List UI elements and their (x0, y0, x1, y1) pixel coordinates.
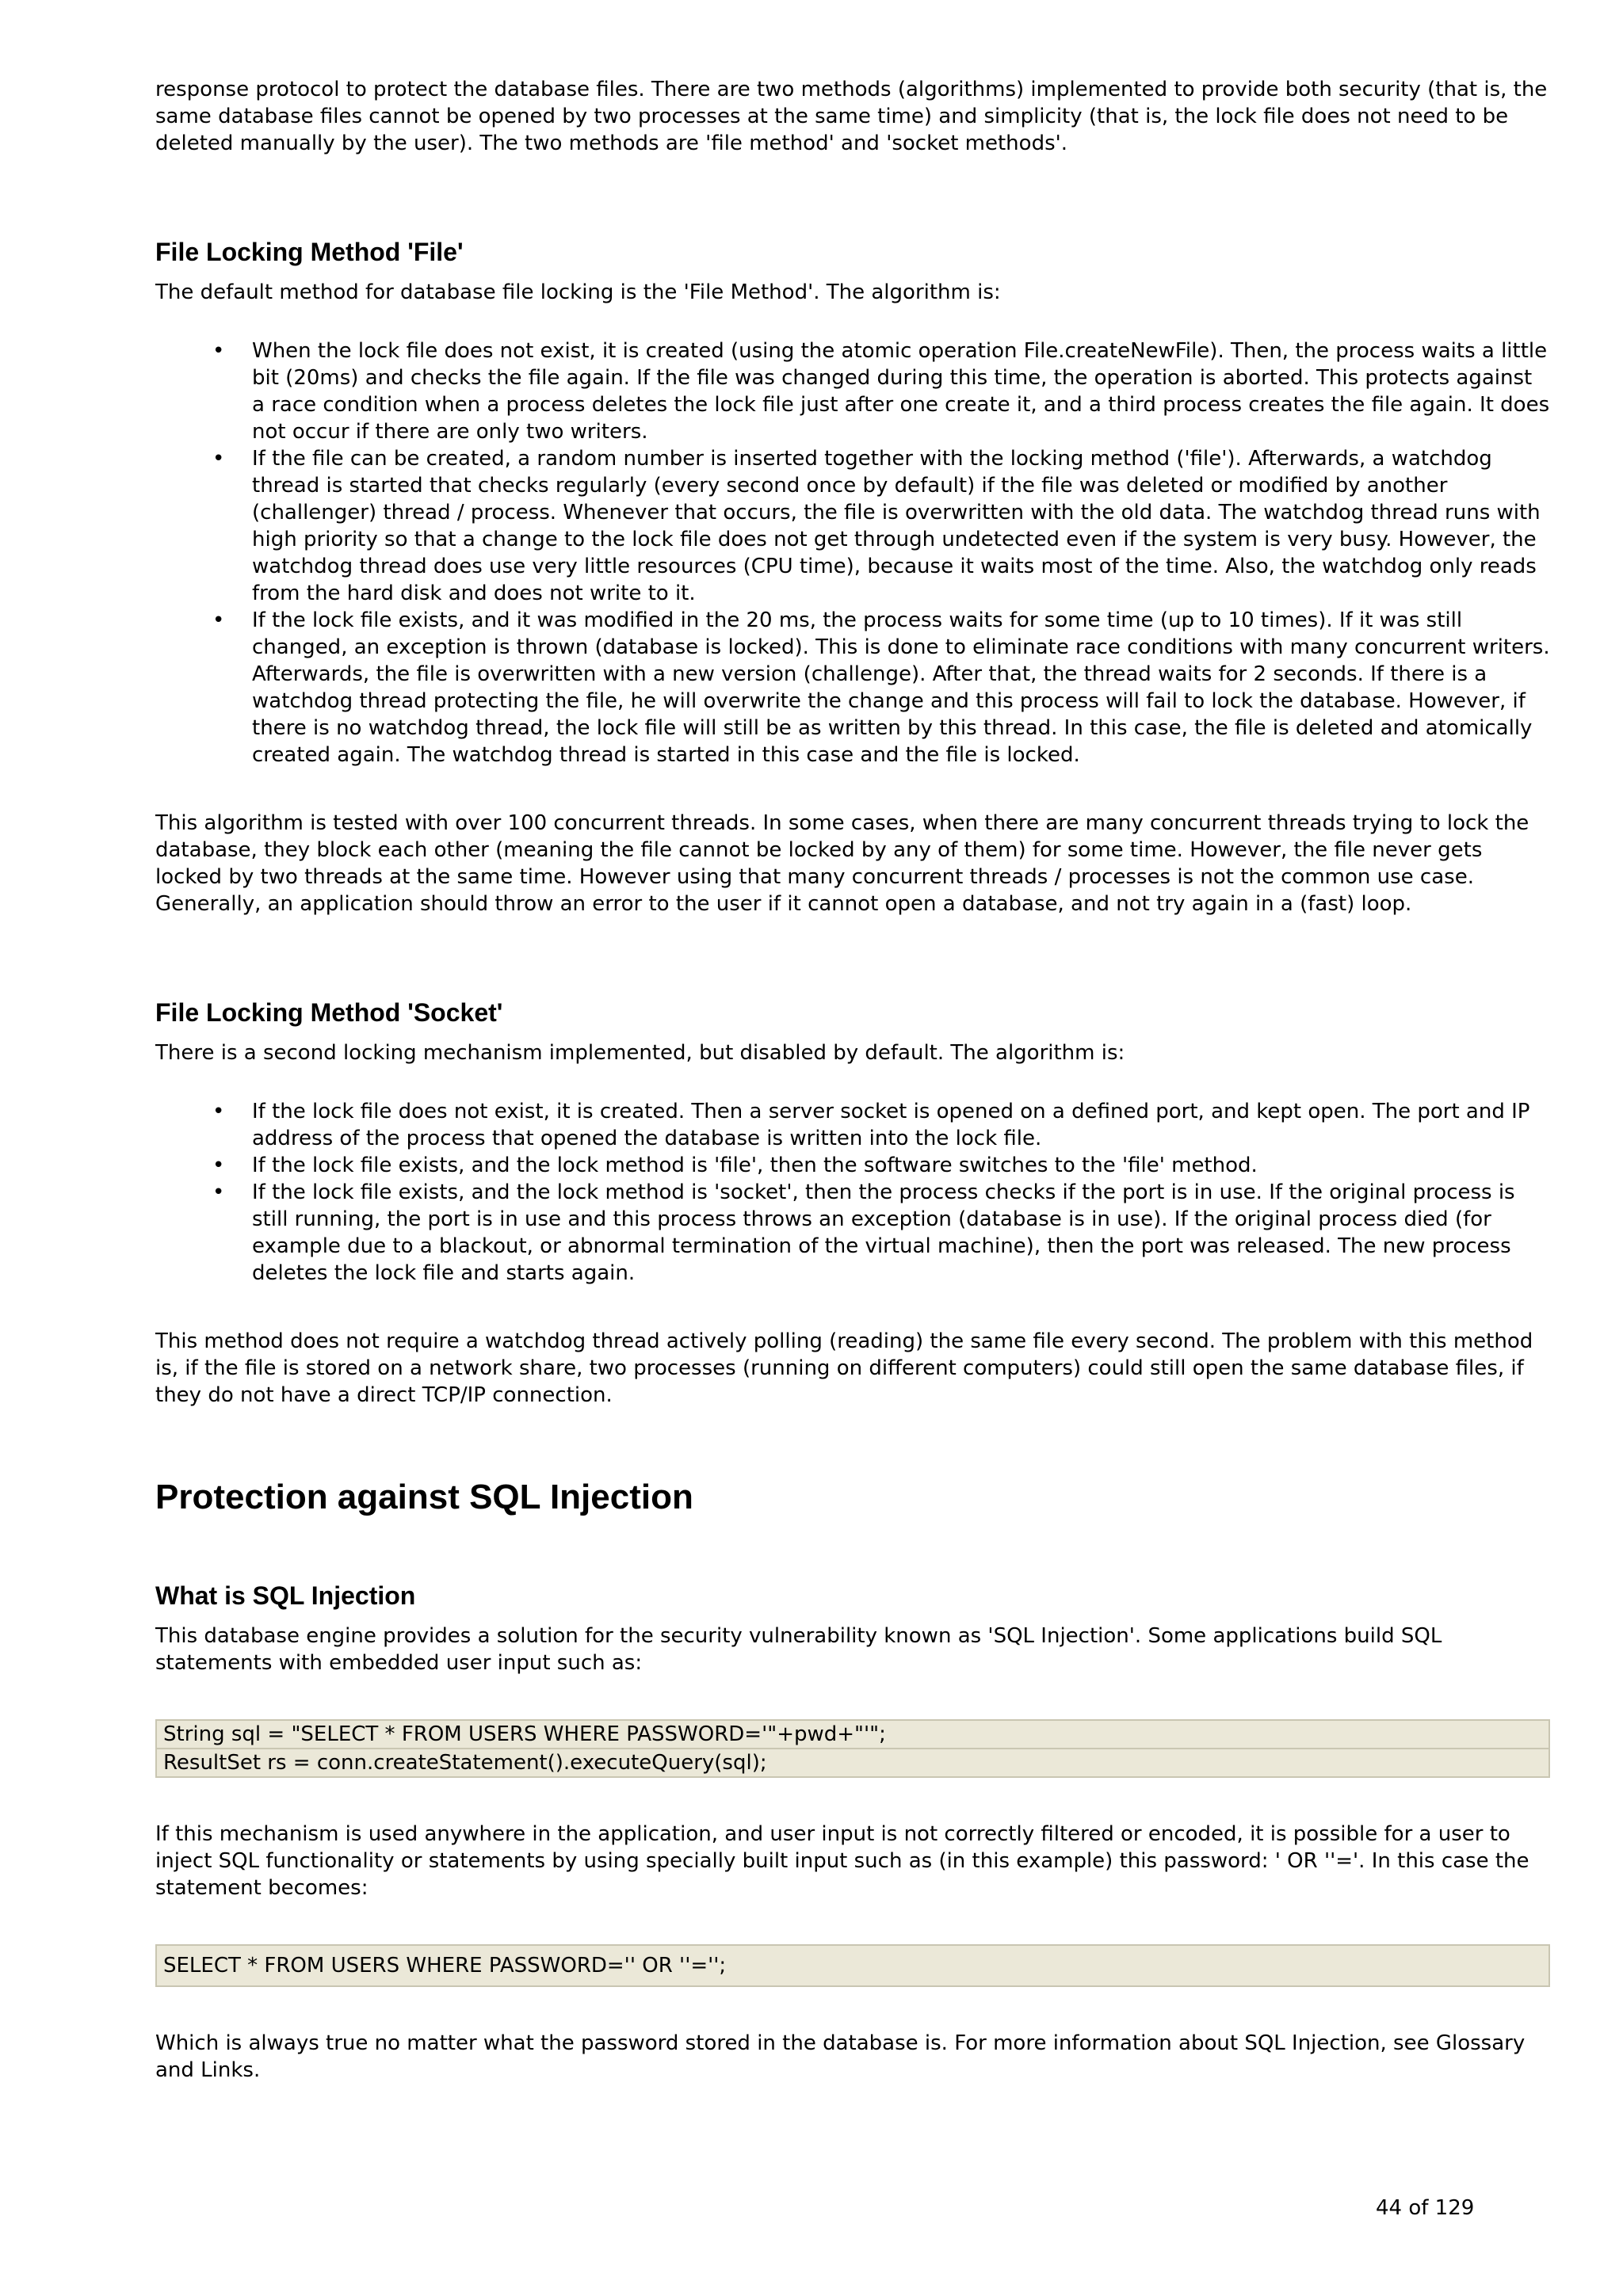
sql-injection-middle: If this mechanism is used anywhere in the application, and user input is not correctly filtered or encoded, it is possible for a user to inject SQL functionality or statements by using specially built input such as (in this example) this password: ' OR ''='. In this case the statement becomes: (155, 1822, 1529, 1900)
code-block-statement (155, 1944, 1550, 1987)
page-number: 44 of 129 (1376, 2196, 1475, 2220)
file-method-lead: The default method for database file locking is the 'File Method'. The algorithm is: (155, 280, 1001, 304)
list-item: • If the file can be created, a random number is inserted together with the locking method ('file'). Afterwards, a watchdog thread is started that checks regularly (every second once by default) if the file was deleted or modified by another (challenger) thread / process. Whenever that occurs, the file is overwritten with the old data. The watchdog thread runs with high priority so that a change to the lock file does not get through undetected even if the system is very busy. However, the watchdog thread does use very little resources (CPU time), because it waits most of the time. Also, the watchdog only reads from the hard disk and does not write to it. (252, 445, 1550, 607)
intro-paragraph: response protocol to protect the database files. There are two methods (algorithms) implemented to provide both security (that is, the same database files cannot be opened by two processes at the same time) and simplicity (that is, the lock file does not need to be deleted manually by the user). The two methods are 'file method' and 'socket methods'. (155, 78, 1548, 155)
sql-injection-closing: Which is always true no matter what the password stored in the database is. For more information about SQL Injection, see Glossary and Links. (155, 2031, 1526, 2082)
list-item: • If the lock file exists, and it was modified in the 20 ms, the process waits for some time (up to 10 times). If it was still changed, an exception is thrown (database is locked). This is done to eliminate race conditions with many concurrent writers. Afterwards, the file is overwritten with a new version (challenge). After that, the thread waits for 2 seconds. If there is a watchdog thread protecting the file, he will overwrite the change and this process will fail to lock the database. However, if there is no watchdog thread, the lock file will still be as written by this thread. In this case, the file is deleted and atomically created again. The watchdog thread is started in this case and the file is locked. (252, 607, 1550, 769)
code-line: ResultSet rs = conn.createStatement().executeQuery(sql); (157, 1748, 1549, 1776)
socket-method-lead: There is a second locking mechanism implemented, but disabled by default. The algorithm is: (155, 1041, 1125, 1065)
file-method-heading: File Locking Method 'File' (155, 238, 464, 266)
list-item: • When the lock file does not exist, it is created (using the atomic operation File.createNewFile). Then, the process waits a little bit (20ms) and checks the file again. If the file was changed during this time, the operation is aborted. This protects against a race condition when a process deletes the lock file just after one create it, and a third process creates the file again. It does not occur if there are only two writers. (252, 338, 1550, 445)
list-item: • If the lock file exists, and the lock method is 'socket', then the process checks if the port is in use. If the original process is still running, the port is in use and this process throws an exception (database is in use). If the original process died (for example due to a blackout, or abnormal termination of the virtual machine), then the port was released. The new process deletes the lock file and starts again. (252, 1179, 1550, 1287)
file-method-list (155, 338, 1550, 769)
sql-injection-subheading: What is SQL Injection (155, 1581, 416, 1610)
code-line: SELECT * FROM USERS WHERE PASSWORD='' OR ''=''; (163, 1954, 727, 1978)
socket-method-list (155, 1098, 1550, 1287)
list-item: • If the lock file exists, and the lock method is 'file', then the software switches to the 'file' method. (252, 1152, 1550, 1179)
list-item: • If the lock file does not exist, it is created. Then a server socket is opened on a defined port, and kept open. The port and IP address of the process that opened the database is written into the lock file. (252, 1098, 1550, 1152)
socket-method-closing: This method does not require a watchdog thread actively polling (reading) the same file every second. The problem with this method is, if the file is stored on a network share, two processes (running on different computers) could still open the same database files, if they do not have a direct TCP/IP connection. (155, 1329, 1533, 1407)
document-page (155, 76, 1550, 2084)
file-method-closing: This algorithm is tested with over 100 concurrent threads. In some cases, when there are many concurrent threads trying to lock the database, they block each other (meaning the file cannot be locked by any of them) for some time. However, the file never gets locked by two threads at the same time. However using that many concurrent threads / processes is not the common use case. Generally, an application should throw an error to the user if it cannot open a database, and not try again in a (fast) loop. (155, 811, 1529, 916)
code-line: String sql = "SELECT * FROM USERS WHERE PASSWORD='"+pwd+"'"; (163, 1722, 886, 1746)
socket-method-heading: File Locking Method 'Socket' (155, 998, 503, 1027)
sql-injection-title: Protection against SQL Injection (155, 1478, 693, 1516)
code-block-query (155, 1719, 1550, 1778)
sql-injection-lead: This database engine provides a solution for the security vulnerability known as 'SQL Injection'. Some applications build SQL statements with embedded user input such as: (155, 1624, 1442, 1675)
